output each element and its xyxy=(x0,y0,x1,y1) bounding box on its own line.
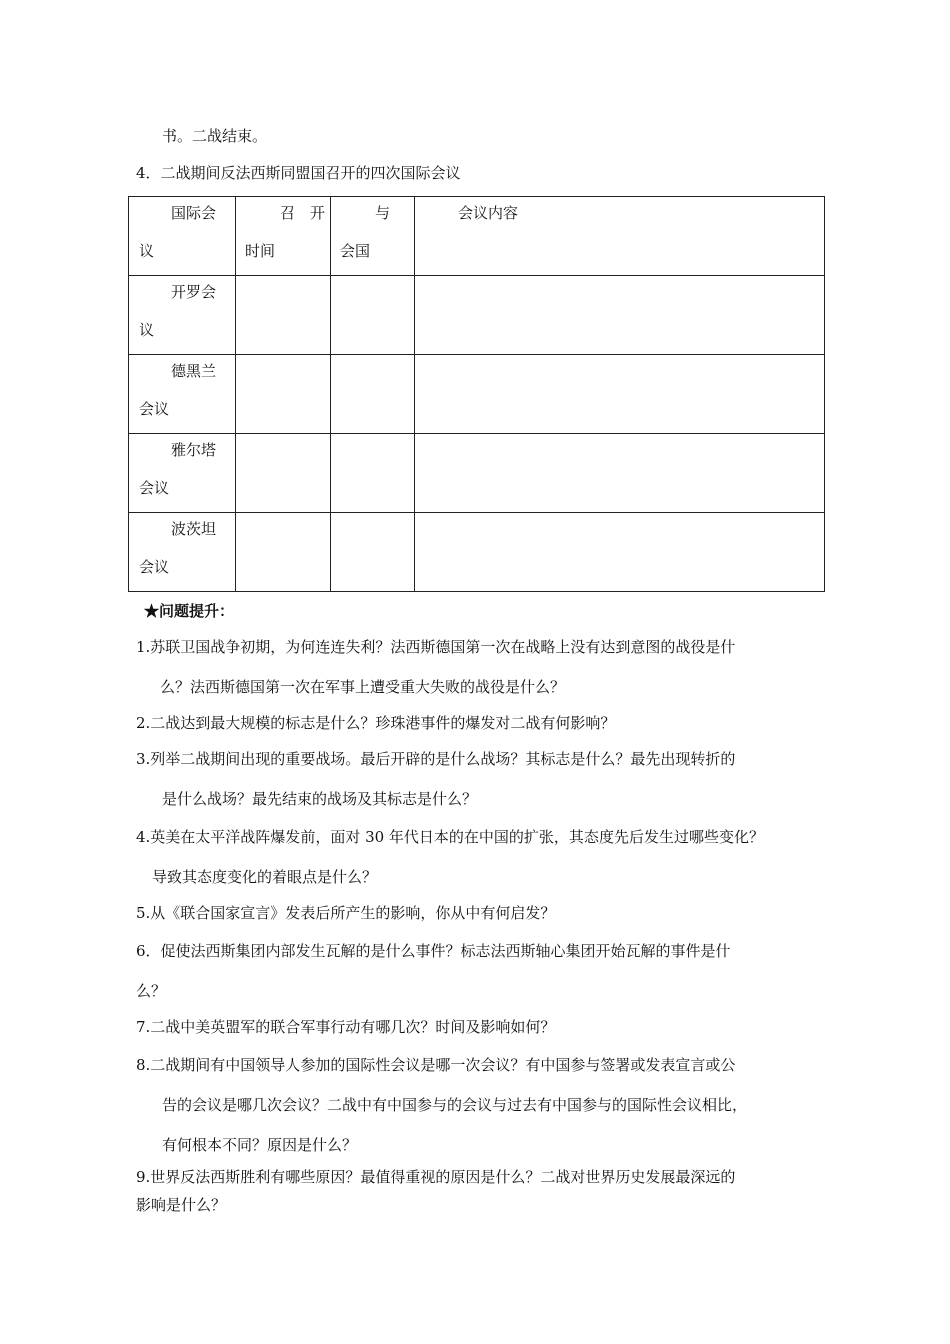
table-row xyxy=(129,434,825,513)
header-time-line2: 时间 xyxy=(245,242,276,260)
question-line: 是什么战场？最先结束的战场及其标志是什么？ xyxy=(162,790,478,808)
empty-cell xyxy=(331,355,415,434)
question-line: 2.二战达到最大规模的标志是什么？珍珠港事件的爆发对二战有何影响？ xyxy=(136,714,616,732)
conference-name-line2: 会议 xyxy=(139,558,170,576)
header-time-line1: 召 开 xyxy=(280,204,326,222)
conference-name-line1: 雅尔塔 xyxy=(171,441,217,459)
table-header-cell xyxy=(415,197,825,276)
empty-cell xyxy=(331,276,415,355)
conference-table xyxy=(128,196,825,592)
question-line: 1.苏联卫国战争初期，为何连连失利？法西斯德国第一次在战略上没有达到意图的战役是什 xyxy=(136,638,736,656)
conference-name-line2: 会议 xyxy=(139,400,170,418)
question-line: 么？法西斯德国第一次在军事上遭受重大失败的战役是什么？ xyxy=(160,678,566,696)
empty-cell xyxy=(415,276,825,355)
table-header-cell xyxy=(331,197,415,276)
question-line: 有何根本不同？原因是什么？ xyxy=(162,1136,358,1154)
conference-name-line1: 德黑兰 xyxy=(171,362,217,380)
table-row xyxy=(129,513,825,592)
header-countries-line2: 会国 xyxy=(340,242,371,260)
empty-cell xyxy=(236,355,331,434)
questions-heading: ★问题提升： xyxy=(144,602,235,620)
question-line: 6．促使法西斯集团内部发生瓦解的是什么事件？标志法西斯轴心集团开始瓦解的事件是什 xyxy=(136,942,731,960)
header-content: 会议内容 xyxy=(458,204,519,222)
question-line: 5.从《联合国家宣言》发表后所产生的影响，你从中有何启发？ xyxy=(136,904,556,922)
table-row xyxy=(129,276,825,355)
question-line: 影响是什么？ xyxy=(136,1196,227,1214)
conference-name-line2: 议 xyxy=(139,321,155,339)
conference-name-line1: 开罗会 xyxy=(171,283,217,301)
empty-cell xyxy=(331,434,415,513)
table-header-cell xyxy=(236,197,331,276)
empty-cell xyxy=(331,513,415,592)
empty-cell xyxy=(415,355,825,434)
header-conference-line1: 国际会 xyxy=(171,204,217,222)
conference-name-line2: 会议 xyxy=(139,479,170,497)
question-line: 9.世界反法西斯胜利有哪些原因？最值得重视的原因是什么？二战对世界历史发展最深远的 xyxy=(136,1168,736,1186)
question-line: 7.二战中美英盟军的联合军事行动有哪几次？时间及影响如何？ xyxy=(136,1018,556,1036)
question-line: 3.列举二战期间出现的重要战场。最后开辟的是什么战场？其标志是什么？最先出现转折的 xyxy=(136,750,736,768)
continued-text: 书。二战结束。 xyxy=(162,127,268,145)
empty-cell xyxy=(236,434,331,513)
header-conference-line2: 议 xyxy=(139,242,155,260)
question-line: 4.英美在太平洋战阵爆发前，面对 30 年代日本的在中国的扩张，其态度先后发生过哪些变化？ xyxy=(136,828,764,846)
empty-cell xyxy=(415,513,825,592)
table-header-cell xyxy=(129,197,236,276)
empty-cell xyxy=(236,276,331,355)
header-countries-line1: 与 xyxy=(375,204,391,222)
section-title: 4．二战期间反法西斯同盟国召开的四次国际会议 xyxy=(136,164,461,182)
conference-name-line1: 波茨坦 xyxy=(171,520,217,538)
question-line: 导致其态度变化的着眼点是什么？ xyxy=(152,868,378,886)
table-header-row xyxy=(129,197,825,276)
question-line: 告的会议是哪几次会议？二战中有中国参与的会议与过去有中国参与的国际性会议相比， xyxy=(162,1096,748,1114)
empty-cell xyxy=(236,513,331,592)
question-line: 么？ xyxy=(136,982,167,1000)
table-row xyxy=(129,355,825,434)
question-line: 8.二战期间有中国领导人参加的国际性会议是哪一次会议？有中国参与签署或发表宣言或公 xyxy=(136,1056,736,1074)
empty-cell xyxy=(415,434,825,513)
